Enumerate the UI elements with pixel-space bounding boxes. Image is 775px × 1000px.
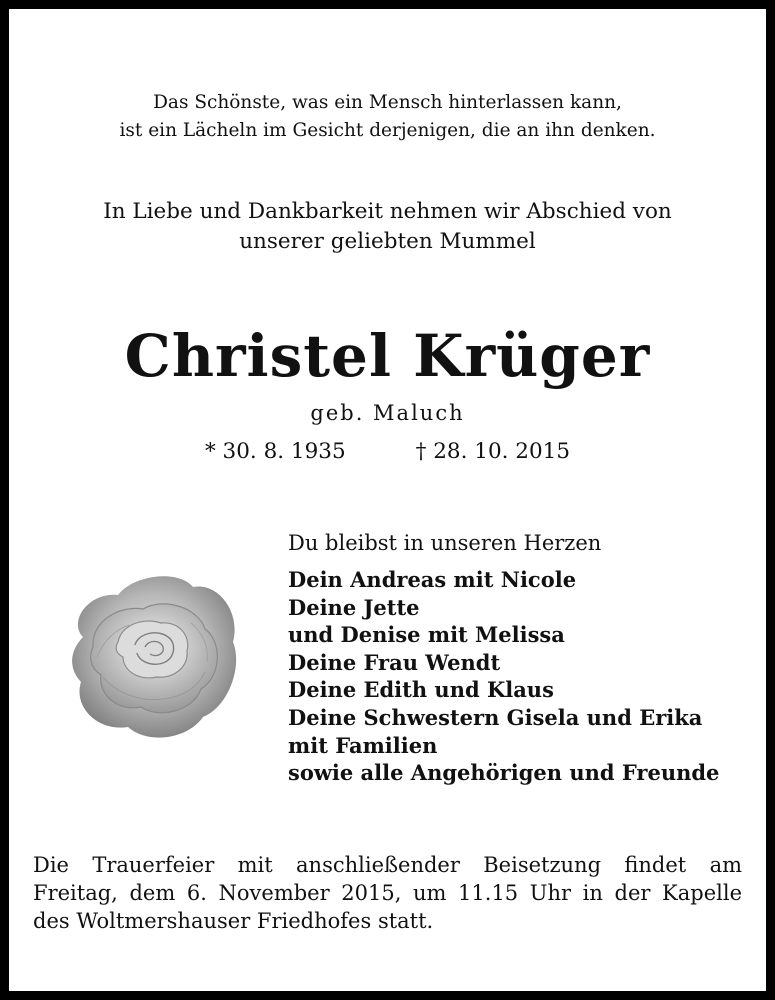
quote-line-2: ist ein Lächeln im Gesicht derjenigen, die an ihn denken. (119, 120, 656, 141)
mourner-line: mit Familien (288, 732, 438, 758)
mourner-line: Deine Frau Wendt (288, 649, 501, 675)
deceased-name: Christel Krüger (124, 322, 651, 390)
intro-text (9, 197, 766, 257)
maiden-name: geb. Maluch (310, 401, 465, 425)
intro-line-1: In Liebe und Dankbarkeit nehmen wir Abschied von (103, 199, 672, 224)
birth-date: * 30. 8. 1935 (204, 439, 346, 464)
memorial-quote (9, 89, 766, 145)
service-line-3: des Woltmershauser Friedhofes statt. (33, 909, 434, 933)
intro-line-2: unserer geliebten Mummel (239, 229, 536, 254)
mourner-line: Deine Edith und Klaus (288, 677, 554, 703)
farewell-line: Du bleibst in unseren Herzen (288, 531, 602, 555)
funeral-service-info (33, 851, 742, 935)
mourner-line: Dein Andreas mit Nicole (288, 567, 577, 592)
service-line-1: Die Trauerfeier mit anschließender Beisetzung findet am (33, 853, 742, 877)
mourners-list (288, 566, 719, 787)
mourner-line: Deine Schwestern Gisela und Erika (288, 704, 703, 730)
service-line-2: Freitag, dem 6. November 2015, um 11.15 Uhr in der Kapelle (33, 881, 742, 905)
mourner-line: und Denise mit Melissa (288, 622, 565, 648)
rose-icon (63, 567, 241, 743)
life-dates (9, 437, 766, 467)
death-date: † 28. 10. 2015 (415, 439, 571, 464)
mourner-line: Deine Jette (288, 594, 420, 620)
mourner-line: sowie alle Angehörigen und Freunde (288, 760, 720, 786)
quote-line-1: Das Schönste, was ein Mensch hinterlassen kann, (153, 92, 622, 113)
